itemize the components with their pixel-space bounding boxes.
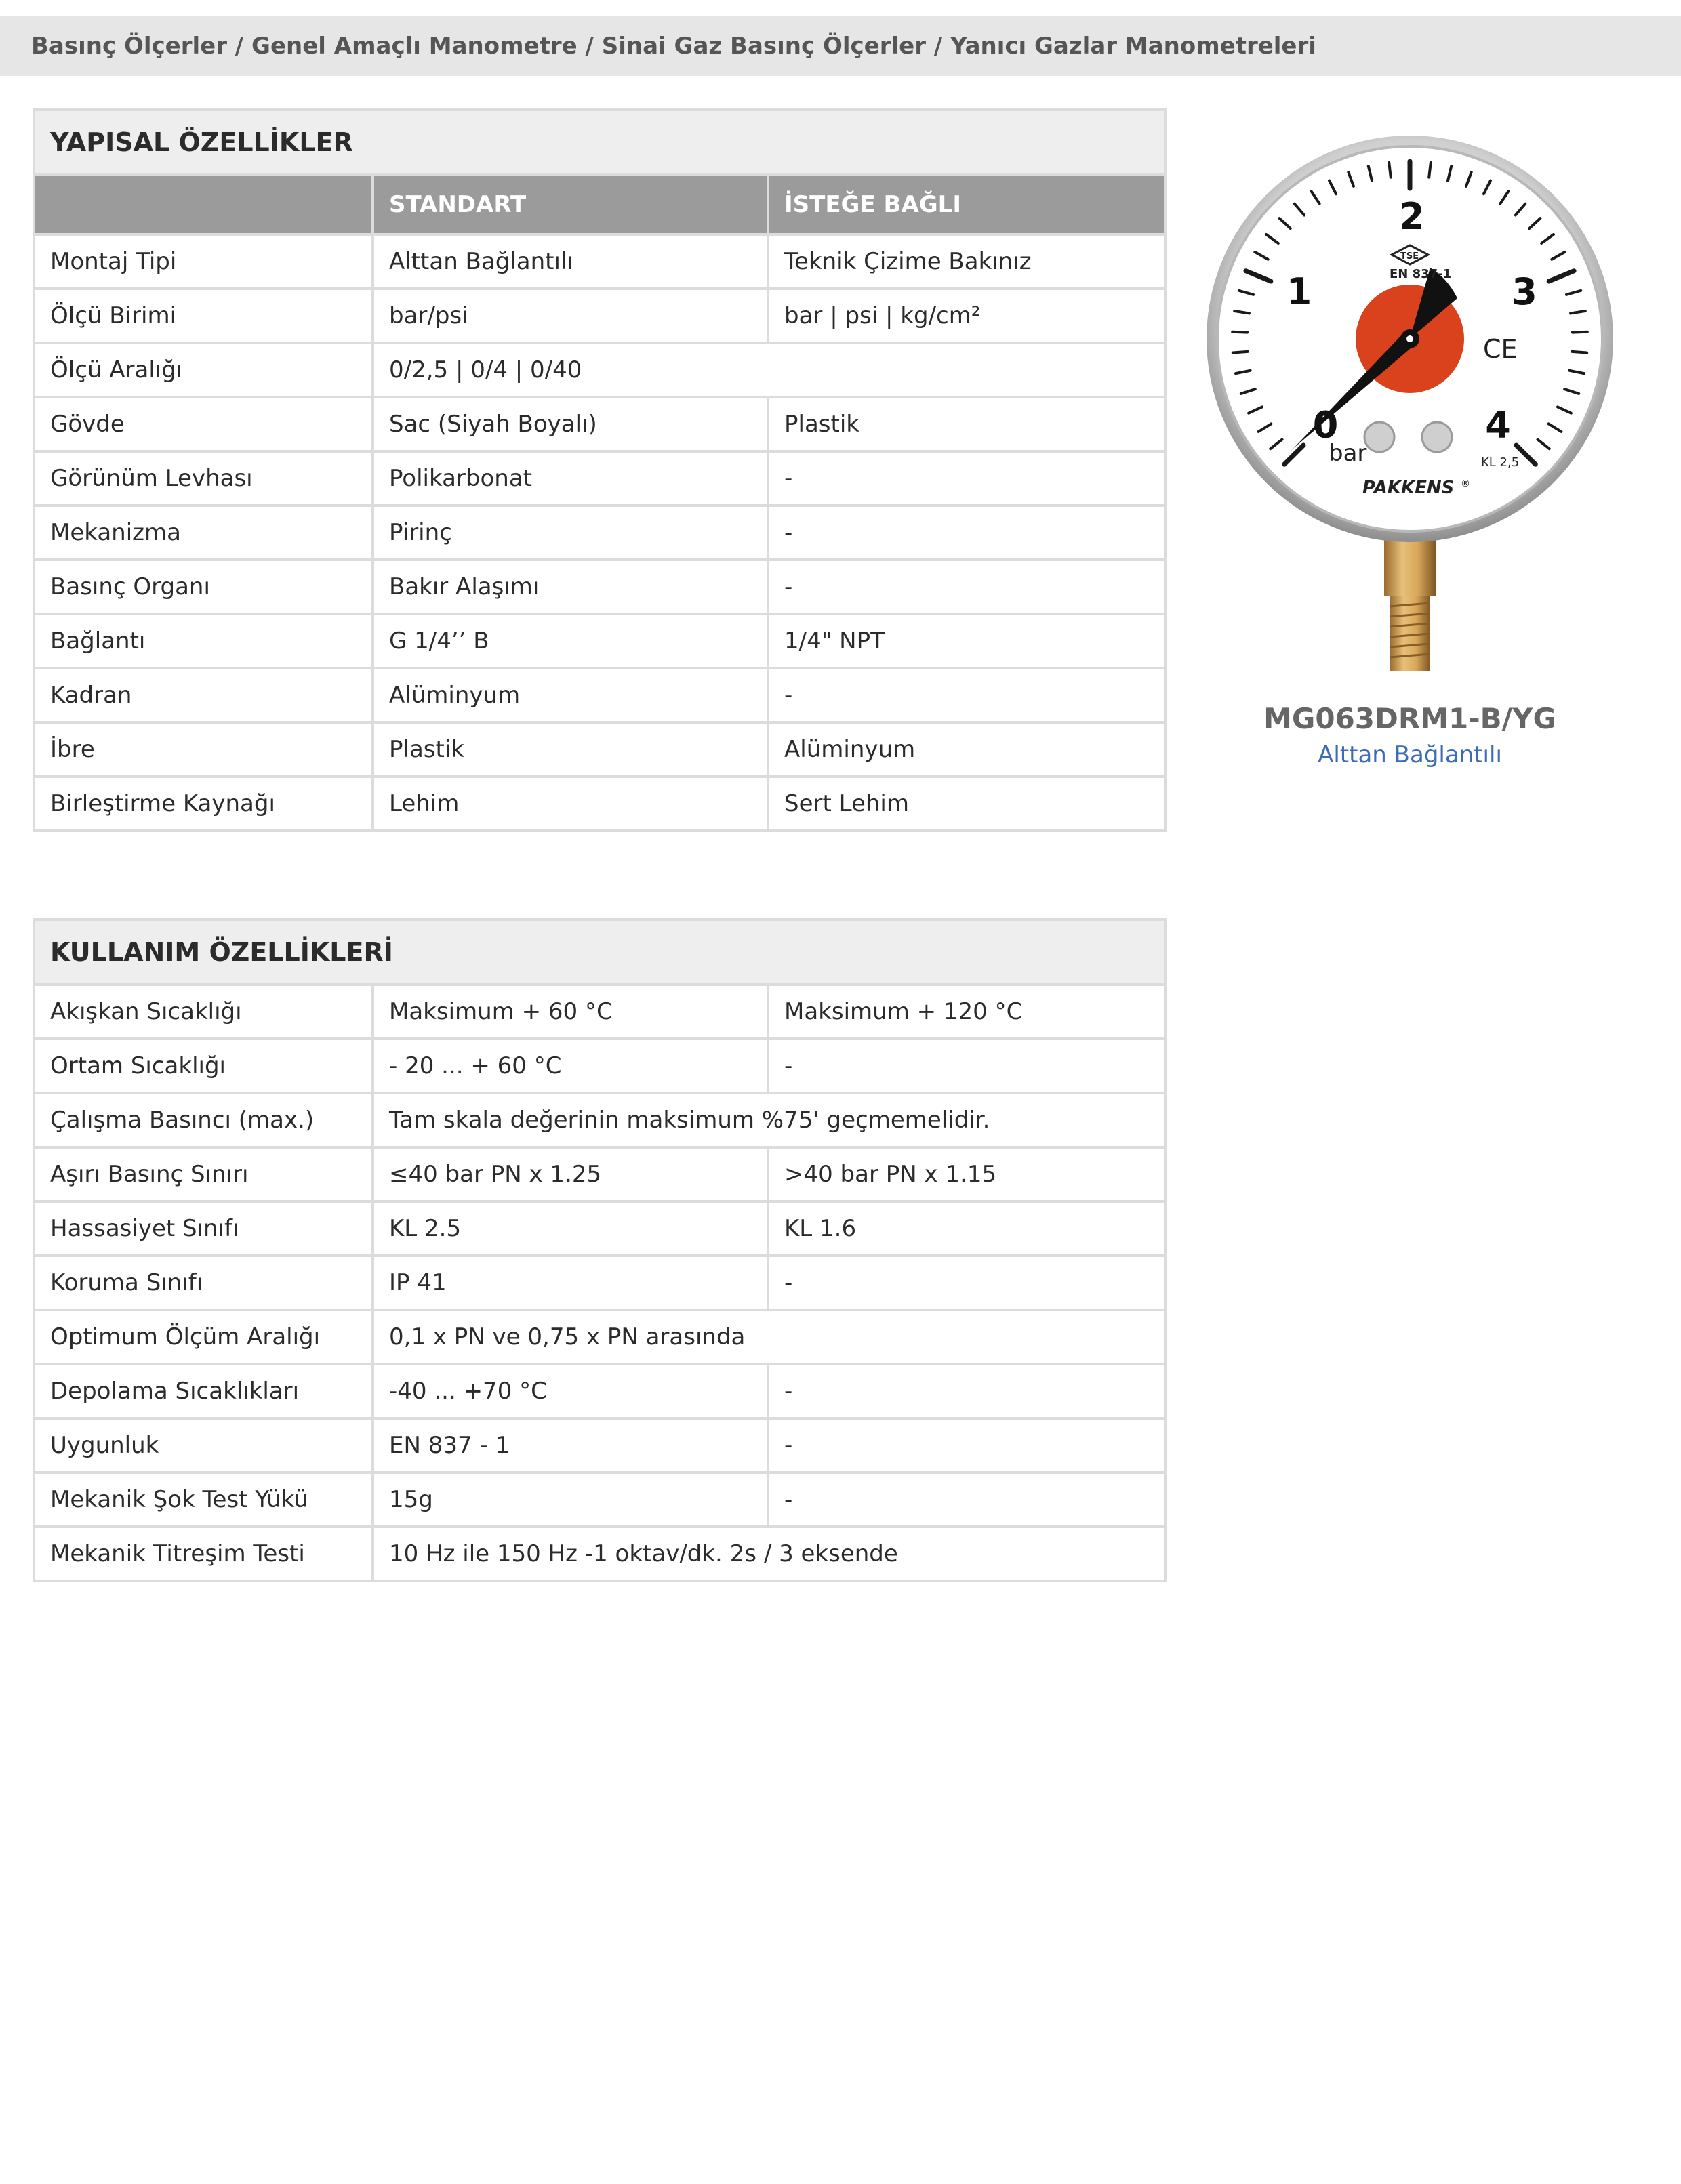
row-value: ≤40 bar PN x 1.25	[373, 1147, 768, 1201]
row-label: Optimum Ölçüm Aralığı	[34, 1310, 373, 1364]
dial-number: 1	[1286, 270, 1312, 314]
table-row	[34, 560, 1166, 614]
row-label: Ortam Sıcaklığı	[34, 1039, 373, 1093]
dial-standard-mark: EN 837-1	[1390, 267, 1452, 281]
row-value: Alüminyum	[768, 722, 1166, 777]
row-value: -	[768, 1039, 1166, 1093]
table-row	[34, 668, 1166, 722]
screw	[1364, 422, 1394, 452]
minor-tick	[1232, 332, 1247, 333]
breadcrumb: Basınç Ölçerler / Genel Amaçlı Manometre / Sinai Gaz Basınç Ölçerler / Yanıcı Gazlar Manometreleri	[0, 16, 1681, 76]
row-value: Pirinç	[373, 506, 768, 560]
row-value: Sac (Siyah Boyalı)	[373, 397, 768, 451]
row-value: Teknik Çizime Bakınız	[768, 234, 1166, 289]
column-header: İSTEĞE BAĞLI	[768, 175, 1166, 234]
row-value: -	[768, 506, 1166, 560]
table-row	[34, 614, 1166, 668]
row-value: Tam skala değerinin maksimum %75' geçmemelidir.	[373, 1093, 1166, 1147]
minor-tick	[1233, 352, 1248, 353]
row-label: Mekanik Şok Test Yükü	[34, 1472, 373, 1527]
table-row	[34, 289, 1166, 343]
table-row	[34, 397, 1166, 451]
row-label: Koruma Sınıfı	[34, 1256, 373, 1310]
row-label: Bağlantı	[34, 614, 373, 668]
dial-number: 3	[1512, 270, 1537, 314]
dial-registered-mark: ®	[1461, 478, 1470, 489]
structural-features-table	[33, 108, 1167, 832]
row-label: Görünüm Levhası	[34, 451, 373, 506]
row-value: -	[768, 1418, 1166, 1472]
dial-number: 0	[1312, 403, 1339, 447]
table-row	[34, 1147, 1166, 1201]
row-label: Montaj Tipi	[34, 234, 373, 289]
row-value: -	[768, 668, 1166, 722]
table-row	[34, 777, 1166, 831]
row-value: Alüminyum	[373, 668, 768, 722]
table-row	[34, 722, 1166, 777]
section-header	[34, 110, 1166, 175]
table-row	[34, 1310, 1166, 1364]
minor-tick	[1429, 163, 1431, 178]
usage-features-table	[33, 918, 1167, 1582]
row-label: Birleştirme Kaynağı	[34, 777, 373, 831]
table-row	[34, 1472, 1166, 1527]
table-row	[34, 1364, 1166, 1418]
row-label: Akışkan Sıcaklığı	[34, 985, 373, 1039]
table-row	[34, 1527, 1166, 1581]
row-value: IP 41	[373, 1256, 768, 1310]
row-value: G 1/4’’ B	[373, 614, 768, 668]
table-row	[34, 451, 1166, 506]
dial-unit: bar	[1329, 440, 1367, 467]
row-value: -	[768, 560, 1166, 614]
row-value: 15g	[373, 1472, 768, 1527]
row-value: Sert Lehim	[768, 777, 1166, 831]
product-code: MG063DRM1-B/YG	[1263, 702, 1556, 735]
table-row	[34, 1256, 1166, 1310]
dial-class-mark: KL 2,5	[1481, 455, 1520, 470]
row-label: Hassasiyet Sınıfı	[34, 1201, 373, 1256]
row-value: Polikarbonat	[373, 451, 768, 506]
row-value: -	[768, 1472, 1166, 1527]
dial-number: 2	[1399, 195, 1425, 238]
row-label: Aşırı Basınç Sınırı	[34, 1147, 373, 1201]
row-value: 0/2,5 | 0/4 | 0/40	[373, 343, 1166, 397]
pressure-gauge-image	[1207, 129, 1613, 691]
row-value: Maksimum + 60 °C	[373, 985, 768, 1039]
column-header	[34, 175, 373, 234]
row-label: Gövde	[34, 397, 373, 451]
row-value: -40 ... +70 °C	[373, 1364, 768, 1418]
row-value: >40 bar PN x 1.15	[768, 1147, 1166, 1201]
row-value: 10 Hz ile 150 Hz -1 oktav/dk. 2s / 3 eksende	[373, 1527, 1166, 1581]
row-label: Ölçü Aralığı	[34, 343, 373, 397]
row-value: -	[768, 1364, 1166, 1418]
column-header-row	[34, 175, 1166, 234]
row-value: Plastik	[768, 397, 1166, 451]
row-value: bar | psi | kg/cm²	[768, 289, 1166, 343]
row-value: Maksimum + 120 °C	[768, 985, 1166, 1039]
row-value: 0,1 x PN ve 0,75 x PN arasında	[373, 1310, 1166, 1364]
row-value: KL 2.5	[373, 1201, 768, 1256]
dial-number: 4	[1485, 403, 1511, 447]
table-row	[34, 234, 1166, 289]
minor-tick	[1389, 163, 1391, 178]
table-row	[34, 985, 1166, 1039]
row-value: Alttan Bağlantılı	[373, 234, 768, 289]
section-title: KULLANIM ÖZELLİKLERİ	[34, 920, 1166, 985]
row-value: Bakır Alaşımı	[373, 560, 768, 614]
dial-brand: PAKKENS	[1362, 478, 1455, 498]
row-value: KL 1.6	[768, 1201, 1166, 1256]
row-value: 1/4" NPT	[768, 614, 1166, 668]
table-row	[34, 343, 1166, 397]
row-value: -	[768, 451, 1166, 506]
minor-tick	[1572, 352, 1587, 353]
section-title: YAPISAL ÖZELLİKLER	[34, 110, 1166, 175]
row-value: EN 837 - 1	[373, 1418, 768, 1472]
row-label: Kadran	[34, 668, 373, 722]
table-row	[34, 506, 1166, 560]
table-row	[34, 1201, 1166, 1256]
row-value: - 20 ... + 60 °C	[373, 1039, 768, 1093]
row-value: bar/psi	[373, 289, 768, 343]
row-value: Plastik	[373, 722, 768, 777]
ce-mark-icon: CE	[1483, 334, 1518, 364]
section-header	[34, 920, 1166, 985]
row-label: Basınç Organı	[34, 560, 373, 614]
row-label: İbre	[34, 722, 373, 777]
minor-tick	[1573, 332, 1587, 333]
product-subtitle: Alttan Bağlantılı	[1318, 741, 1502, 768]
row-label: Depolama Sıcaklıkları	[34, 1364, 373, 1418]
row-label: Mekanik Titreşim Testi	[34, 1527, 373, 1581]
table-row	[34, 1039, 1166, 1093]
dial-tse-mark: TSE	[1400, 251, 1419, 262]
screw	[1422, 422, 1452, 452]
table-row	[34, 1093, 1166, 1147]
row-label: Ölçü Birimi	[34, 289, 373, 343]
column-header: STANDART	[373, 175, 768, 234]
row-label: Uygunluk	[34, 1418, 373, 1472]
row-value: Lehim	[373, 777, 768, 831]
row-value: -	[768, 1256, 1166, 1310]
row-label: Çalışma Basıncı (max.)	[34, 1093, 373, 1147]
row-label: Mekanizma	[34, 506, 373, 560]
table-row	[34, 1418, 1166, 1472]
